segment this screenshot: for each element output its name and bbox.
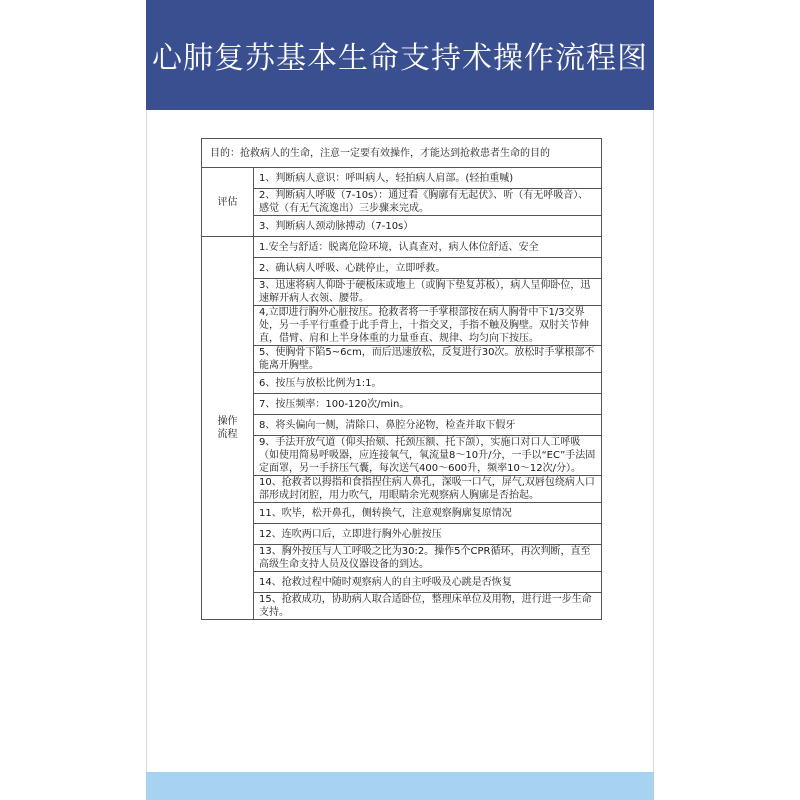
- section-label-assessment: 评估: [202, 168, 254, 237]
- table-row: [202, 415, 602, 436]
- procedure-step: 12、连吹两口后，立即进行胸外心脏按压: [254, 524, 602, 545]
- table-row: [202, 346, 602, 373]
- assessment-step: 2、判断病人呼吸（7-10s）：通过看《胸廓有无起伏》、听（有无呼吸音）、感觉（有无气流逸出）三步骤来完成。: [254, 189, 602, 216]
- procedure-step: 3、迅速将病人仰卧于硬板床或地上（或胸下垫复苏板），病人呈仰卧位，迅速解开病人衣领、腰带。: [254, 279, 602, 306]
- poster: [146, 0, 654, 800]
- procedure-step: 7、按压频率：100-120次/min。: [254, 394, 602, 415]
- procedure-step: 9、手法开放气道（仰头抬颏、托颈压额、托下颌），实施口对口人工呼吸（如使用简易呼吸器，应连接氧气，氧流量8～10升/分，一手以“EC”手法固定面罩，另一手挤压气囊，每次送气400～600升，频率10～12次/分）。: [254, 436, 602, 476]
- table-row: [202, 572, 602, 593]
- procedure-step: 10、抢救者以拇指和食指捏住病人鼻孔，深吸一口气，屏气,双唇包绕病人口部形成封闭腔，用力吹气，用眼睛余光观察病人胸廓是否抬起。: [254, 476, 602, 503]
- table-row: [202, 436, 602, 476]
- table-row: [202, 306, 602, 346]
- procedure-step: 2、确认病人呼吸、心跳停止，立即呼救。: [254, 258, 602, 279]
- procedure-step: 11、吹毕，松开鼻孔，侧转换气，注意观察胸廓复原情况: [254, 503, 602, 524]
- assessment-step: 3、判断病人颈动脉搏动（7-10s）: [254, 216, 602, 237]
- purpose-row: [202, 139, 602, 168]
- table-row: [202, 394, 602, 415]
- table-row: [202, 545, 602, 572]
- purpose-text: 目的：抢救病人的生命，注意一定要有效操作，才能达到抢救患者生命的目的: [202, 139, 602, 168]
- table-row: [202, 476, 602, 503]
- table-row: [202, 503, 602, 524]
- table-row: [202, 373, 602, 394]
- table-row: [202, 168, 602, 189]
- procedure-table: [201, 138, 602, 620]
- section-label-procedure-text: 操作流程: [217, 416, 238, 440]
- procedure-step: 1.安全与舒适：脱离危险环境，认真查对，病人体位舒适、安全: [254, 237, 602, 258]
- procedure-step: 5、使胸骨下陷5~6cm，而后迅速放松，反复进行30次。放松时手掌根部不能离开胸壁。: [254, 346, 602, 373]
- procedure-step: 8、将头偏向一侧，清除口、鼻腔分泌物，检查并取下假牙: [254, 415, 602, 436]
- table-row: [202, 279, 602, 306]
- header-banner: [146, 0, 654, 110]
- table-row: [202, 216, 602, 237]
- procedure-step: 6、按压与放松比例为1:1。: [254, 373, 602, 394]
- procedure-step: 13、胸外按压与人工呼吸之比为30:2。操作5个CPR循环，再次判断，直至高级生命支持人员及仪器设备的到达。: [254, 545, 602, 572]
- procedure-step: 15、抢救成功，协助病人取合适卧位，整理床单位及用物，进行进一步生命支持。: [254, 593, 602, 620]
- procedure-step: 14、抢救过程中随时观察病人的自主呼吸及心跳是否恢复: [254, 572, 602, 593]
- section-label-procedure: [202, 237, 254, 620]
- footer-band: [146, 772, 654, 800]
- table-row: [202, 258, 602, 279]
- table-row: [202, 524, 602, 545]
- page-title: 心肺复苏基本生命支持术操作流程图: [152, 41, 648, 76]
- table-row: [202, 189, 602, 216]
- assessment-step: 1、判断病人意识：呼叫病人，轻拍病人肩部。(轻拍重喊): [254, 168, 602, 189]
- table-row: [202, 593, 602, 620]
- table-row: [202, 237, 602, 258]
- procedure-step: 4,立即进行胸外心脏按压。抢救者将一手掌根部按在病人胸骨中下1/3交界处，另一手平行重叠于此手背上，十指交叉，手指不触及胸壁。双肘关节伸直，借臂、肩和上半身体重的力量垂直、规律、均匀向下按压。: [254, 306, 602, 346]
